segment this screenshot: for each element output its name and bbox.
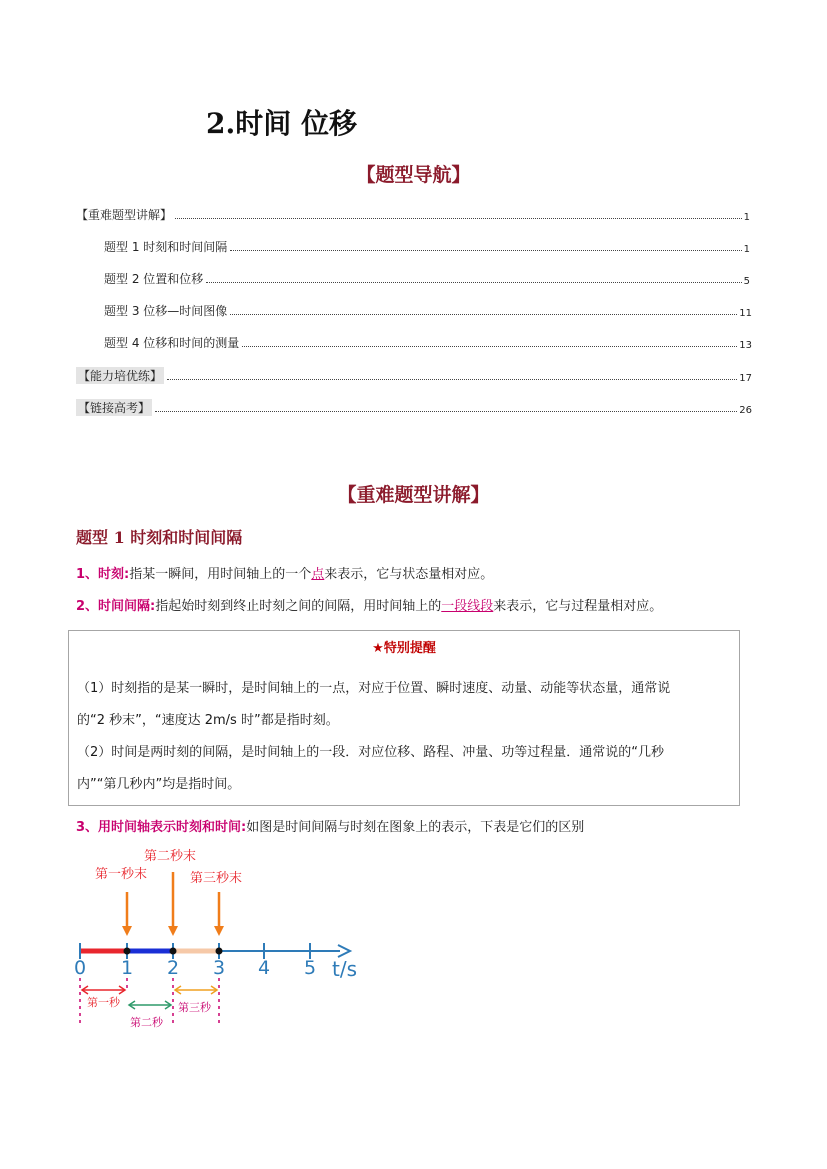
toc-leader	[175, 217, 742, 219]
toc-page: 1	[743, 244, 750, 255]
toc-page: 17	[739, 373, 752, 384]
moment-label-3: 第三秒末	[190, 871, 243, 886]
tick-label-2: 2	[167, 957, 180, 979]
definition-text: 指某一瞬间，用时间轴上的一个	[129, 567, 312, 582]
moment-label-1: 第一秒末	[95, 867, 148, 882]
toc-item[interactable]	[104, 237, 750, 255]
toc-leader	[167, 378, 737, 380]
toc-leader	[230, 313, 737, 315]
intro-text: 如图是时间间隔与时刻在图象上的表示，下表是它们的区别	[246, 820, 585, 835]
toc-page: 26	[739, 405, 752, 416]
toc-page: 5	[743, 276, 750, 287]
toc-leader	[230, 249, 741, 251]
reminder-line: （2）时间是两时刻的间隔，是时间轴上的一段．对应位移、路程、冲量、功等过程量．通常说的“几秒	[77, 745, 665, 760]
reminder-line: 内”“第几秒内”均是指时间。	[77, 777, 241, 792]
definition-text: 来表示，它与状态量相对应。	[324, 567, 494, 582]
toc-page: 13	[739, 340, 752, 351]
timeline-diagram	[70, 840, 370, 1039]
toc-label: 【重难题型讲解】	[76, 208, 173, 222]
reminder-line: 的“2 秒末”，“速度达 2m/s 时”都是指时刻。	[77, 713, 339, 728]
interval-label-1: 第一秒	[87, 996, 120, 1009]
toc-page: 11	[739, 308, 752, 319]
toc-item[interactable]	[76, 205, 750, 223]
moment-arrowhead-3	[214, 926, 224, 936]
term-label: 2、时间间隔:	[76, 599, 156, 614]
toc-label: 【能力培优练】	[78, 369, 163, 383]
definition-interval	[76, 595, 662, 614]
toc-label: 题型 2 位置和位移	[104, 272, 204, 286]
toc-leader	[242, 345, 737, 347]
toc-item[interactable]	[104, 333, 752, 351]
moment-dot-3	[216, 948, 223, 955]
axis-label: t/s	[332, 957, 357, 981]
question-type-heading: 题型 1 时刻和时间间隔	[76, 528, 243, 547]
toc-leader	[206, 281, 741, 283]
nav-heading: 【题型导航】	[356, 164, 471, 186]
interval-label-2: 第二秒	[130, 1016, 163, 1029]
term-label: 3、用时间轴表示时刻和时间:	[76, 820, 247, 835]
toc-leader	[155, 410, 737, 412]
reminder-title: ★特别提醒	[372, 641, 436, 656]
toc-label: 题型 4 位移和时间的测量	[104, 336, 240, 350]
toc-label: 题型 3 位移—时间图像	[104, 304, 228, 318]
section-heading: 【重难题型讲解】	[337, 484, 490, 506]
document-title: 2.时间 位移	[206, 107, 357, 140]
timeline-intro	[76, 816, 584, 835]
timeline-svg	[70, 840, 370, 1035]
moment-dot-1	[124, 948, 131, 955]
toc-item[interactable]	[104, 301, 752, 319]
toc-page: 1	[743, 212, 750, 223]
toc-item[interactable]	[76, 398, 752, 416]
toc-item[interactable]	[104, 269, 750, 287]
definition-text: 来表示，它与过程量相对应。	[493, 599, 663, 614]
underlined-keyword: 点	[311, 567, 325, 582]
reminder-line: （1）时刻指的是某一瞬时，是时间轴上的一点，对应于位置、瞬时速度、动量、动能等状态量，通常说	[77, 681, 671, 696]
interval-label-3: 第三秒	[178, 1001, 211, 1014]
term-label: 1、时刻:	[76, 567, 130, 582]
moment-arrowhead-1	[122, 926, 132, 936]
tick-label-3: 3	[213, 957, 226, 979]
toc-label: 【链接高考】	[78, 401, 151, 415]
reminder-box	[68, 630, 740, 806]
toc-label: 题型 1 时刻和时间间隔	[104, 240, 228, 254]
definition-text: 指起始时刻到终止时刻之间的间隔，用时间轴上的	[155, 599, 442, 614]
moment-label-2: 第二秒末	[144, 849, 197, 864]
moment-arrowhead-2	[168, 926, 178, 936]
tick-label-5: 5	[304, 957, 317, 979]
underlined-keyword: 一段线段	[441, 599, 494, 614]
toc-item[interactable]	[76, 366, 752, 384]
tick-label-1: 1	[121, 957, 134, 979]
tick-label-0: 0	[74, 957, 87, 979]
moment-dot-2	[170, 948, 177, 955]
tick-label-4: 4	[258, 957, 271, 979]
definition-moment	[76, 563, 493, 582]
